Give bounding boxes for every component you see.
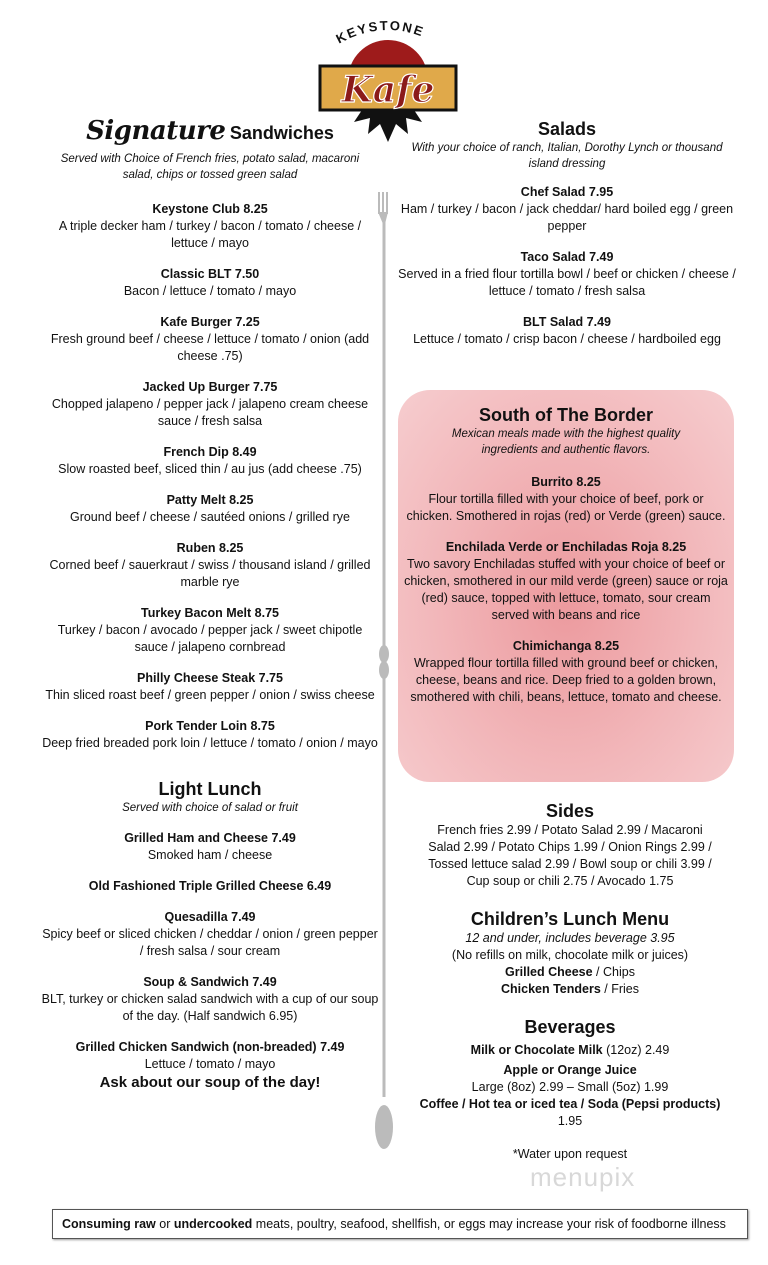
menu-item-description: Turkey / bacon / avocado / pepper jack / sweet chipotle sauce / jalapeno cornbread [57,623,363,654]
menu-item-name: Chimichanga 8.25 [512,639,620,653]
menu-item-description: BLT, turkey or chicken salad sandwich with a cup of our soup of the day. (Half sandwich 6.95) [41,992,379,1023]
menu-item-name: Soup & Sandwich 7.49 [143,975,277,989]
menu-item-name: Grilled Ham and Cheese 7.49 [124,831,296,845]
menu-item-description: Lettuce / tomato / mayo [144,1057,276,1071]
menu-item-description: Ground beef / cheese / sautéed onions / grilled rye [69,510,351,524]
menu-item-name: French Dip 8.49 [163,445,257,459]
menu-item-name: Keystone Club 8.25 [152,202,268,216]
kids-item-side: / Fries [600,982,639,996]
menu-item [40,540,380,591]
menu-item [40,1039,380,1073]
disclaimer-text: meats, poultry, seafood, shellfish, or eggs may increase your risk of foodborne illness [252,1217,726,1231]
svg-text:Kafe: Kafe [341,69,435,111]
menu-item-description: Fresh ground beef / cheese / lettuce / tomato / onion (add cheese .75) [50,332,370,363]
juice-price: Large (8oz) 2.99 – Small (5oz) 1.99 [471,1080,669,1094]
menu-item-name: Turkey Bacon Melt 8.75 [140,606,279,620]
menu-item-name: Kafe Burger 7.25 [160,315,260,329]
childrens-menu-subtitle: 12 and under, includes beverage 3.95 [465,931,675,945]
kids-item-main: Chicken Tenders [500,982,601,996]
menu-item-description: Slow roasted beef, sliced thin / au jus (add cheese .75) [58,462,362,476]
menu-item-name: Pork Tender Loin 8.75 [145,719,275,733]
menu-item [40,718,380,752]
menu-item-name: Philly Cheese Steak 7.75 [137,671,283,685]
menu-item-description: Bacon / lettuce / tomato / mayo [123,284,297,298]
menu-item-name: Grilled Chicken Sandwich (non-breaded) 7.49 [75,1040,345,1054]
other-beverages-price: 1.95 [557,1114,583,1128]
svg-text:KEYSTONE: KEYSTONE [333,17,427,47]
signature-script-title: Signature [86,116,226,146]
sides-list: French fries 2.99 / Potato Salad 2.99 / Macaroni Salad 2.99 / Potato Chips 1.99 / Onion Rings 2.99 / Tossed lettuce salad 2.99 / Bowl soup or chili 3.99 / Cup soup or chili 2.75 / Avocado 1.75 [428,823,712,888]
menu-item-description: Deep fried breaded pork loin / lettuce / tomato / onion / mayo [42,736,378,750]
beverages-title: Beverages [524,1017,616,1037]
menu-item-name: Old Fashioned Triple Grilled Cheese 6.49 [88,879,332,893]
other-beverages-name: Coffee / Hot tea or iced tea / Soda (Pepsi products) [419,1097,721,1111]
disclaimer-bold-undercooked: undercooked [173,1217,253,1231]
menu-item [40,878,380,895]
menu-item-description: Wrapped flour tortilla filled with ground beef or chicken, cheese, beans and rice. Deep fried to a golden brown, smothered with chili, beans, lettuce, tomato and cheese. [410,656,722,704]
menu-item [40,266,380,300]
menu-item-description: Smoked ham / cheese [147,848,273,862]
menu-item [40,974,380,1025]
menu-item-name: Burrito 8.25 [531,475,601,489]
salads-title: Salads [537,119,597,139]
menupix-watermark: menupix [530,1162,636,1192]
water-note: *Water upon request [512,1147,628,1161]
menu-item [40,379,380,430]
disclaimer-bold-raw: Consuming raw [62,1217,156,1231]
menu-item-description: A triple decker ham / turkey / bacon / tomato / cheese / lettuce / mayo [58,219,362,250]
food-safety-disclaimer [52,1209,748,1239]
menu-item [40,201,380,252]
right-lower-column [410,800,730,1163]
menu-item [398,249,736,300]
menu-item-description: Two savory Enchiladas stuffed with your choice of beef or chicken, smothered in our mild verde (green) sauce or roja (red) sauce, topped with lettuce, tomato, sour cream served with beans and rice [404,557,728,622]
childrens-refill-note: (No refills on milk, chocolate milk or juices) [451,948,689,962]
milk-price: (12oz) 2.49 [602,1043,670,1057]
right-column [398,118,736,348]
menu-item-name: Chef Salad 7.95 [520,185,614,199]
kids-item-side: / Chips [592,965,635,979]
menu-item [40,909,380,960]
kids-item-chicken-tenders [410,981,730,998]
menu-item-description: Corned beef / sauerkraut / swiss / thousand island / grilled marble rye [49,558,371,589]
menu-item-name: Jacked Up Burger 7.75 [142,380,278,394]
south-of-border-subtitle: Mexican meals made with the highest quality ingredients and authentic flavors. [451,428,681,456]
milk-name: Milk or Chocolate Milk [470,1043,603,1057]
disclaimer-text: or [155,1217,174,1231]
kids-item-grilled-cheese [410,964,730,981]
juice-name: Apple or Orange Juice [503,1063,637,1077]
menu-item-description: Lettuce / tomato / crisp bacon / cheese / hardboiled egg [413,332,721,346]
menu-item [40,492,380,526]
menu-item-description: Served in a fried flour tortilla bowl / beef or chicken / cheese / lettuce / tomato / fresh salsa [398,267,736,298]
menu-item-description: Flour tortilla filled with your choice of beef, pork or chicken. Smothered in rojas (red) or Verde (green) sauce. [406,492,726,523]
light-lunch-title: Light Lunch [158,779,262,799]
menu-item-name: Taco Salad 7.49 [520,250,614,264]
menu-item [40,444,380,478]
menu-item [40,314,380,365]
left-column [40,115,380,1093]
south-of-border-panel [398,390,734,782]
menu-item-description: Ham / turkey / bacon / jack cheddar/ hard boiled egg / green pepper [400,202,734,233]
menu-item-name: Quesadilla 7.49 [164,910,256,924]
signature-sandwiches-heading [40,115,380,151]
menu-item [398,184,736,235]
menu-item [404,539,728,624]
signature-subtitle: Served with Choice of French fries, potato salad, macaroni salad, chips or tossed green salad [60,153,360,181]
sandwiches-title: Sandwiches [229,123,334,143]
menu-item-name: BLT Salad 7.49 [523,315,611,329]
menu-item-name: Ruben 8.25 [176,541,244,555]
sides-title: Sides [545,801,595,821]
menu-item [404,638,728,706]
salads-subtitle: With your choice of ranch, Italian, Dorothy Lynch or thousand island dressing [411,142,723,170]
south-of-border-title: South of The Border [479,405,653,425]
menu-item-description: Chopped jalapeno / pepper jack / jalapeno cream cheese sauce / fresh salsa [51,397,369,428]
kids-item-main: Grilled Cheese [505,965,593,979]
menu-item [398,314,736,348]
menu-item-description: Spicy beef or sliced chicken / cheddar / onion / green pepper / fresh salsa / sour cream [42,927,378,958]
menu-item [40,830,380,864]
menu-item [40,605,380,656]
soup-of-day-note: Ask about our soup of the day! [99,1074,321,1091]
menu-item-name: Classic BLT 7.50 [160,267,260,281]
menu-item-description: Thin sliced roast beef / green pepper / onion / swiss cheese [45,688,375,702]
menu-item-name: Patty Melt 8.25 [166,493,254,507]
menu-item [404,474,728,525]
beverage-milk [410,1042,730,1059]
menu-item-name: Enchilada Verde or Enchiladas Roja 8.25 [445,540,687,554]
light-lunch-subtitle: Served with choice of salad or fruit [122,802,298,814]
menu-item [40,670,380,704]
childrens-menu-title: Children’s Lunch Menu [470,909,670,929]
